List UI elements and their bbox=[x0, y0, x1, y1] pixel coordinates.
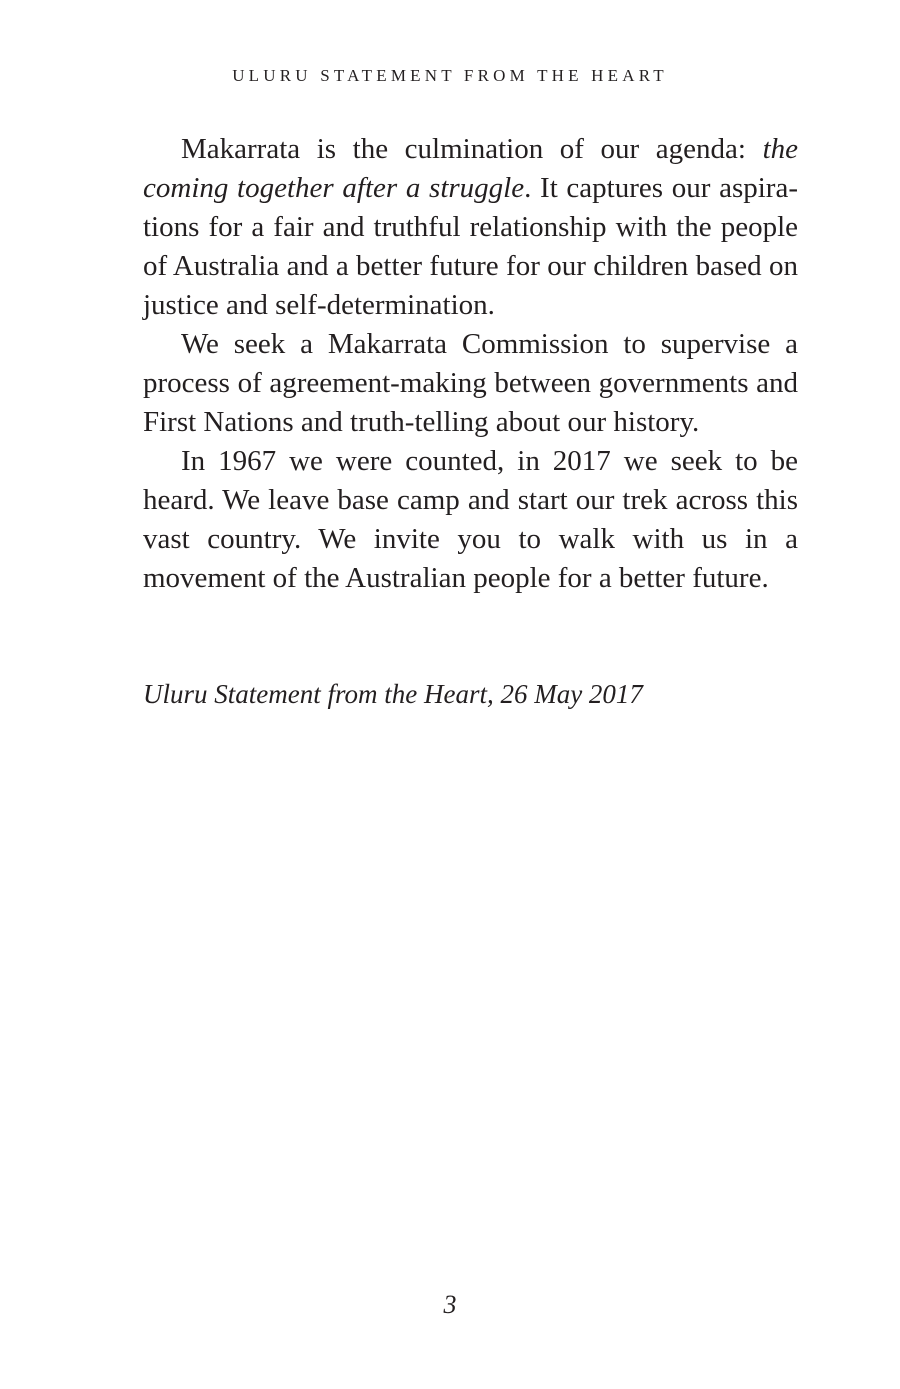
paragraph-counted: In 1967 we were counted, in 2017 we seek to be heard. We leave base camp and start our trek across this vast country. We invite you to walk with us in a movement of the Australian people for a better future. bbox=[143, 445, 798, 594]
paragraph-1-lead: Makarrata is the culmination of our agenda: bbox=[181, 133, 763, 165]
statement-body bbox=[143, 130, 798, 598]
paragraph-1-rest: . It captures our aspirations for a fair and truthful relationship with the people of Australia and a better future for our children based on justice and self-determination. bbox=[143, 172, 798, 321]
paragraph-makarrata bbox=[143, 130, 798, 325]
attribution-line: Uluru Statement from the Heart, 26 May 2017 bbox=[143, 679, 643, 709]
page-number: 3 bbox=[443, 1290, 457, 1319]
paragraph-commission: We seek a Makarrata Commission to supervise a process of agreement-making between governments and First Nations and truth-telling about our history. bbox=[143, 328, 798, 438]
paragraph-1-emphasis: the coming together after a struggle bbox=[143, 133, 798, 204]
running-header: ULURU STATEMENT FROM THE HEART bbox=[232, 66, 668, 85]
